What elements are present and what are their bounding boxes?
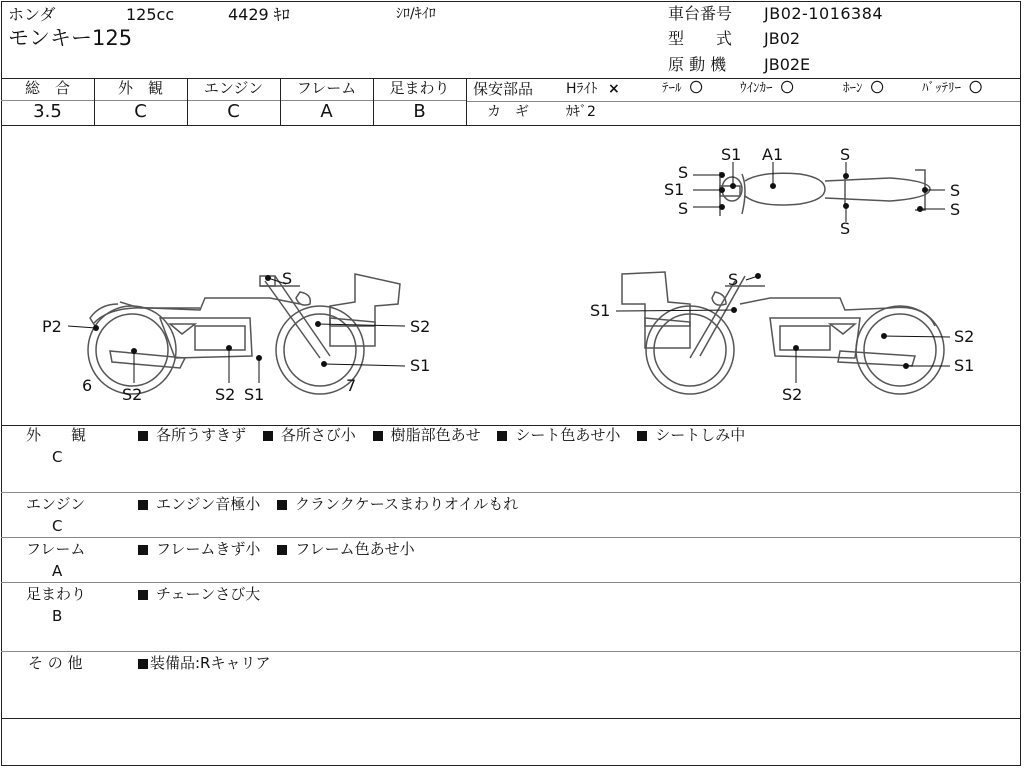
top-label-5: S1 xyxy=(664,180,685,199)
remark-items-suspension xyxy=(138,587,272,602)
safety-winker-label: ｳｲﾝｶｰ xyxy=(740,81,773,96)
bullet-square-icon xyxy=(138,500,148,510)
bullet-square-icon xyxy=(497,431,507,441)
safety-horn-label: ﾎｰﾝ xyxy=(843,81,863,96)
top-label-4: S xyxy=(678,163,689,182)
right-side-bike-drawing xyxy=(622,272,944,394)
remark-grade-exterior: C xyxy=(52,448,63,466)
remark-divider xyxy=(1,537,1021,538)
type-value: JB02 xyxy=(764,29,801,48)
remarks-bottom xyxy=(1,718,1021,719)
remark-label-engine: エンジン xyxy=(26,495,86,513)
top-label-6: S xyxy=(678,199,689,218)
remark-label-suspension: 足まわり xyxy=(26,585,87,603)
left-label-1: S xyxy=(282,269,293,288)
remark-divider xyxy=(1,492,1021,493)
safety-battery xyxy=(922,82,982,95)
safety-horn xyxy=(843,82,884,95)
engine-value: JB02E xyxy=(764,55,811,74)
remark-item: クランクケースまわりオイルもれ xyxy=(295,495,519,513)
left-label-5: 6 xyxy=(82,376,93,395)
bullet-square-icon xyxy=(138,659,148,669)
top-label-1: S1 xyxy=(721,145,742,164)
left-label-2: P2 xyxy=(42,317,62,336)
remark-item: 各所うすきず xyxy=(156,426,247,444)
left-label-9: 7 xyxy=(346,376,357,395)
motorcycle-diagram xyxy=(0,126,1024,426)
bullet-square-icon xyxy=(263,431,273,441)
score-value-engine: C xyxy=(227,101,240,122)
remark-item: 各所さび小 xyxy=(280,426,356,444)
maker: ホンダ xyxy=(8,5,56,24)
frame-no-label: 車台番号 xyxy=(668,4,733,23)
score-value-overall: 3.5 xyxy=(33,101,62,122)
remark-items-frame xyxy=(138,542,427,557)
remark-item: フレーム色あせ小 xyxy=(295,540,415,558)
top-label-7: S xyxy=(950,181,961,200)
remark-item: フレームきず小 xyxy=(156,540,261,558)
displacement: 125cc xyxy=(126,5,175,24)
bullet-square-icon xyxy=(373,431,383,441)
safety-winker-mark: 〇 xyxy=(780,81,794,96)
score-label-suspension: 足まわり xyxy=(389,79,450,97)
remark-items-other xyxy=(138,656,282,671)
bullet-square-icon xyxy=(138,590,148,600)
bullet-square-icon xyxy=(277,545,287,555)
remark-item: 樹脂部色あせ xyxy=(390,426,481,444)
safety-tail-label: ﾃｰﾙ xyxy=(662,81,682,96)
score-divider xyxy=(466,78,467,125)
left-label-4: S1 xyxy=(410,356,431,375)
safety-battery-label: ﾊﾞｯﾃﾘｰ xyxy=(922,81,961,96)
score-value-frame: A xyxy=(320,101,333,122)
right-label-5: S2 xyxy=(782,385,803,404)
remark-grade-engine: C xyxy=(52,517,63,535)
score-value-exterior: C xyxy=(134,101,147,122)
remark-divider xyxy=(1,651,1021,652)
type-label: 型 式 xyxy=(668,29,733,48)
mileage: 4429 ｷﾛ xyxy=(228,5,290,24)
right-label-3: S2 xyxy=(954,327,975,346)
top-label-8: S xyxy=(950,200,961,219)
bullet-square-icon xyxy=(637,431,647,441)
safety-mid xyxy=(467,101,1020,102)
top-label-2: A1 xyxy=(762,145,784,164)
right-label-1: S xyxy=(728,270,739,289)
bullet-square-icon xyxy=(138,431,148,441)
top-view-bike-drawing xyxy=(720,170,930,216)
safety-winker xyxy=(740,82,794,95)
frame-no: JB02-1016384 xyxy=(764,4,884,23)
left-label-3: S2 xyxy=(410,317,431,336)
score-value-suspension: B xyxy=(413,101,426,122)
model-name: モンキー125 xyxy=(8,26,133,50)
remark-label-frame: フレーム xyxy=(26,540,86,558)
engine-label: 原 動 機 xyxy=(668,55,727,74)
score-label-overall: 総 合 xyxy=(24,79,70,97)
safety-headlight-mark: × xyxy=(607,81,620,97)
score-label-engine: エンジン xyxy=(203,79,264,97)
right-label-2: S1 xyxy=(590,301,611,320)
body-color: ｼﾛ/ｷｲﾛ xyxy=(396,6,436,22)
score-label-frame: フレーム xyxy=(296,79,357,97)
safety-horn-mark: 〇 xyxy=(870,81,884,96)
remark-item: シートしみ中 xyxy=(655,426,746,444)
remark-label-other: そ の 他 xyxy=(28,654,83,672)
remark-items-exterior xyxy=(138,428,757,443)
safety-tail-mark: 〇 xyxy=(689,81,703,96)
remark-divider xyxy=(1,582,1021,583)
remark-grade-suspension: B xyxy=(52,607,63,625)
remark-item: チェーンさび大 xyxy=(156,585,261,603)
safety-title: 保安部品 xyxy=(473,80,534,98)
remark-label-exterior: 外 観 xyxy=(26,426,87,444)
remark-grade-frame: A xyxy=(52,562,63,580)
score-label-exterior: 外 観 xyxy=(117,79,163,97)
key-value: ｶｷﾞ2 xyxy=(566,104,596,120)
remark-item: 装備品:Rキャリア xyxy=(150,654,271,672)
bullet-square-icon xyxy=(277,500,287,510)
top-label-3: S xyxy=(840,145,851,164)
safety-headlight xyxy=(566,82,620,96)
right-label-4: S1 xyxy=(954,356,975,375)
left-label-7: S2 xyxy=(215,385,236,404)
remark-item: エンジン音極小 xyxy=(156,495,261,513)
bullet-square-icon xyxy=(138,545,148,555)
key-label: カ ギ xyxy=(487,104,529,120)
remark-item: シート色あせ小 xyxy=(515,426,621,444)
safety-battery-mark: 〇 xyxy=(969,81,983,96)
left-label-6: S2 xyxy=(122,385,143,404)
safety-headlight-label: Hﾗｲﾄ xyxy=(566,81,598,97)
remark-items-engine xyxy=(138,497,530,512)
safety-tail xyxy=(662,82,703,95)
left-label-8: S1 xyxy=(244,385,265,404)
top-label-9: S xyxy=(840,219,851,238)
